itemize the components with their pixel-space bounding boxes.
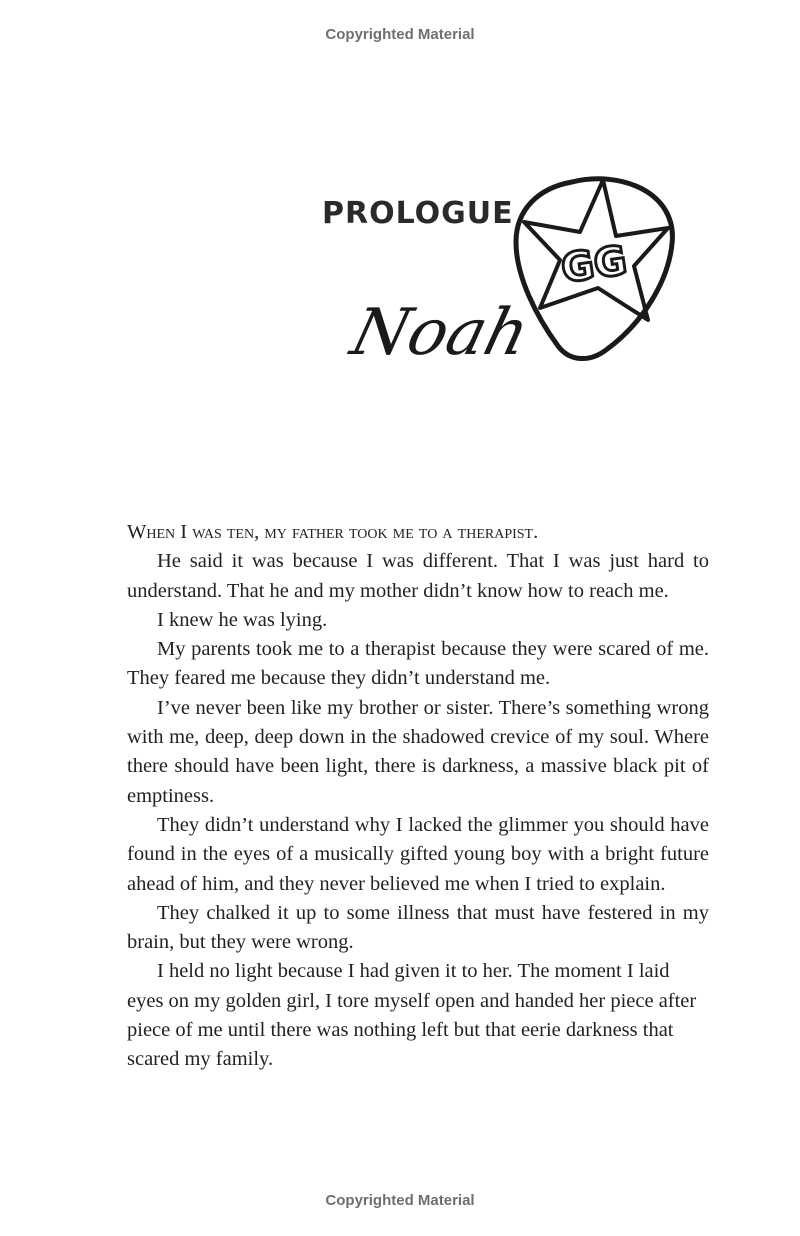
copyright-watermark-bottom: Copyrighted Material — [325, 1192, 475, 1209]
narrator-script-name — [340, 282, 537, 382]
narrator-name: Noah — [344, 295, 537, 370]
copyright-watermark-top: Copyrighted Material — [325, 26, 475, 43]
paragraph: I knew he was lying. — [157, 608, 328, 631]
emblem-gg-text: GG — [558, 237, 630, 293]
paragraph: They didn’t understand why I lacked the glimmer you should have found in the eyes of a musically gifted young boy with a bright future ahead of him, and they never believed me when I tried to explain. — [127, 813, 709, 895]
paragraph: They chalked it up to some illness that must have festered in my brain, but they were wrong. — [127, 901, 709, 954]
chapter-heading: PROLOGUE — [322, 196, 514, 231]
opening-line: When I was ten, my father took me to a therapist. — [127, 521, 539, 543]
guitar-pick-star-emblem — [510, 174, 678, 364]
paragraph: He said it was because I was different. That I was just hard to understand. That he and my mother didn’t know how to reach me. — [127, 550, 709, 602]
chapter-body — [127, 518, 709, 1075]
paragraph: I held no light because I had given it to her. The moment I laid eyes on my golden girl, I tore myself open and handed her piece after piece of me until there was nothing left but that eerie darkness that scared my family. — [127, 960, 697, 1071]
opening-paragraph — [127, 518, 709, 547]
paragraph: I’ve never been like my brother or sister. There’s something wrong with me, deep, deep down in the shadowed crevice of my soul. Where there should have been light, there is darkness, a massive black pit of emptiness. — [127, 696, 709, 807]
paragraph: My parents took me to a therapist because they were scared of me. They feared me because they didn’t understand me. — [127, 638, 709, 690]
